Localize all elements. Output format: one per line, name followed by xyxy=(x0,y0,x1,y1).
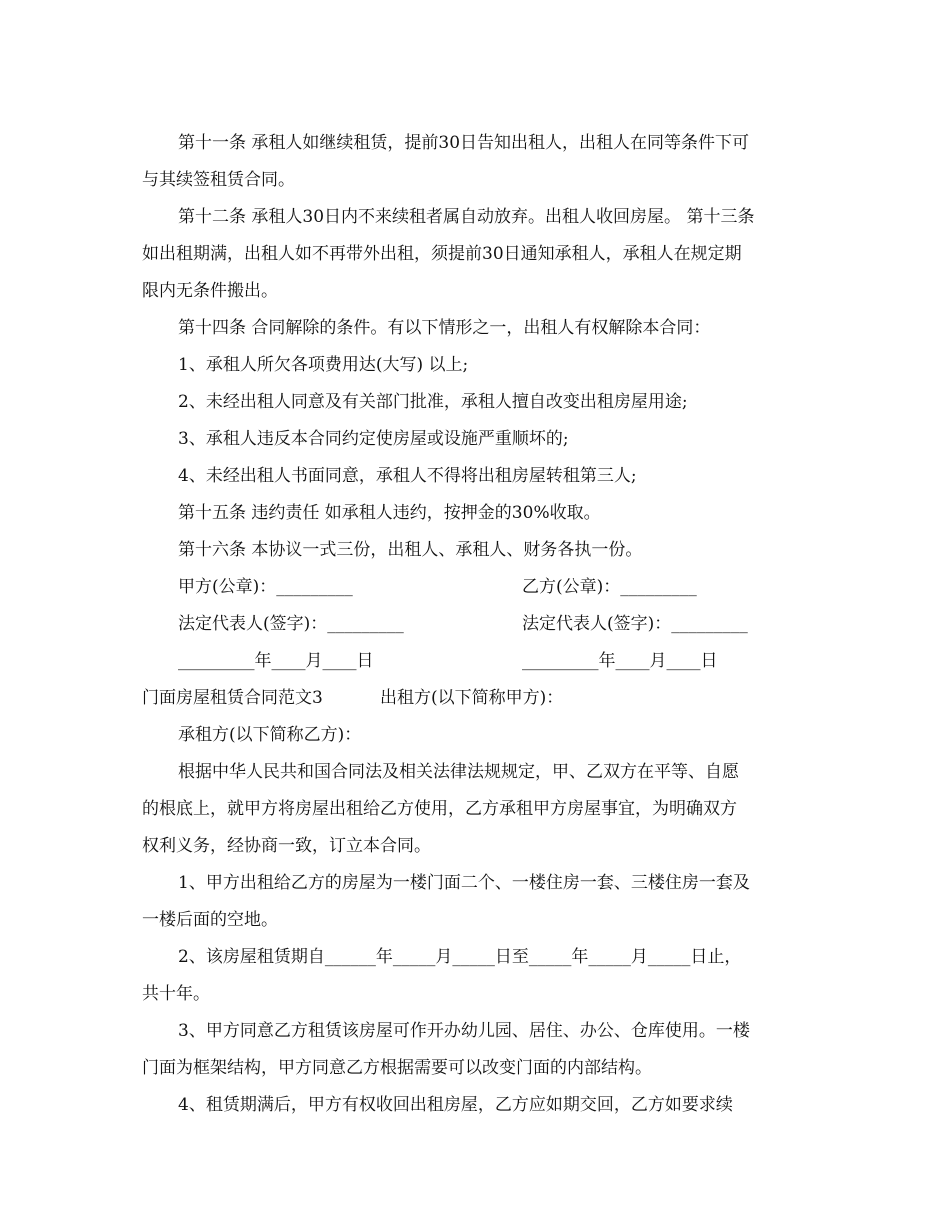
term-2-line-2: 共十年。 xyxy=(142,984,210,1004)
party-a-date: _________年____月____日 xyxy=(178,651,374,671)
clause-11-line-1: 第十一条 承租人如继续租赁，提前30日告知出租人，出租人在同等条件下可 xyxy=(178,133,750,153)
term-3-line-1: 3、甲方同意乙方租赁该房屋可作开办幼儿园、居住、办公、仓库使用。一楼 xyxy=(178,1021,750,1041)
clause-12-line-1: 第十二条 承租人30日内不来续租者属自动放弃。出租人收回房屋。 第十三条 xyxy=(178,207,755,227)
term-3-line-2: 门面为框架结构，甲方同意乙方根据需要可以改变门面的内部结构。 xyxy=(142,1058,652,1078)
clause-14-item-2: 2、未经出租人同意及有关部门批准，承租人擅自改变出租房屋用途; xyxy=(178,392,688,412)
party-b-representative: 法定代表人(签字)：_________ xyxy=(522,614,748,634)
term-1-line-1: 1、甲方出租给乙方的房屋为一楼门面二个、一楼住房一套、三楼住房一套及 xyxy=(178,873,750,893)
party-a-representative: 法定代表人(签字)：_________ xyxy=(178,614,404,634)
party-b-date: _________年____月____日 xyxy=(522,651,718,671)
term-1-line-2: 一楼后面的空地。 xyxy=(142,910,278,930)
clause-13-line-2: 限内无条件搬出。 xyxy=(142,281,278,301)
clause-13-line-1: 如出租期满，出租人如不再带外出租，须提前30日通知承租人，承租人在规定期 xyxy=(142,244,742,264)
term-4-line-1: 4、租赁期满后，甲方有权收回出租房屋，乙方应如期交回，乙方如要求续 xyxy=(178,1095,733,1115)
preamble-line-2: 的根底上，就甲方将房屋出租给乙方使用，乙方承租甲方房屋事宜，为明确双方 xyxy=(142,799,737,819)
lessee-label: 承租方(以下简称乙方)： xyxy=(178,725,362,745)
section-3-title: 门面房屋租赁合同范文3 xyxy=(142,688,323,708)
clause-14-item-1: 1、承租人所欠各项费用达(大写) 以上; xyxy=(178,355,469,375)
clause-16: 第十六条 本协议一式三份，出租人、承租人、财务各执一份。 xyxy=(178,540,643,560)
clause-14-heading: 第十四条 合同解除的条件。有以下情形之一，出租人有权解除本合同： xyxy=(178,318,711,338)
lessor-label: 出租方(以下简称甲方)： xyxy=(380,688,564,708)
preamble-line-1: 根据中华人民共和国合同法及相关法律法规规定，甲、乙双方在平等、自愿 xyxy=(178,762,739,782)
clause-11-line-2: 与其续签租赁合同。 xyxy=(142,170,295,190)
clause-14-item-4: 4、未经出租人书面同意，承租人不得将出租房屋转租第三人; xyxy=(178,466,637,486)
preamble-line-3: 权利义务，经协商一致，订立本合同。 xyxy=(142,836,431,856)
party-b-seal: 乙方(公章)：_________ xyxy=(522,577,697,597)
party-a-seal: 甲方(公章)：_________ xyxy=(178,577,353,597)
term-2-line-1: 2、该房屋租赁期自______年_____月_____日至_____年_____月_____日止， xyxy=(178,947,742,967)
clause-15: 第十五条 违约责任 如承租人违约，按押金的30%收取。 xyxy=(178,503,601,523)
clause-14-item-3: 3、承租人违反本合同约定使房屋或设施严重顺坏的; xyxy=(178,429,569,449)
